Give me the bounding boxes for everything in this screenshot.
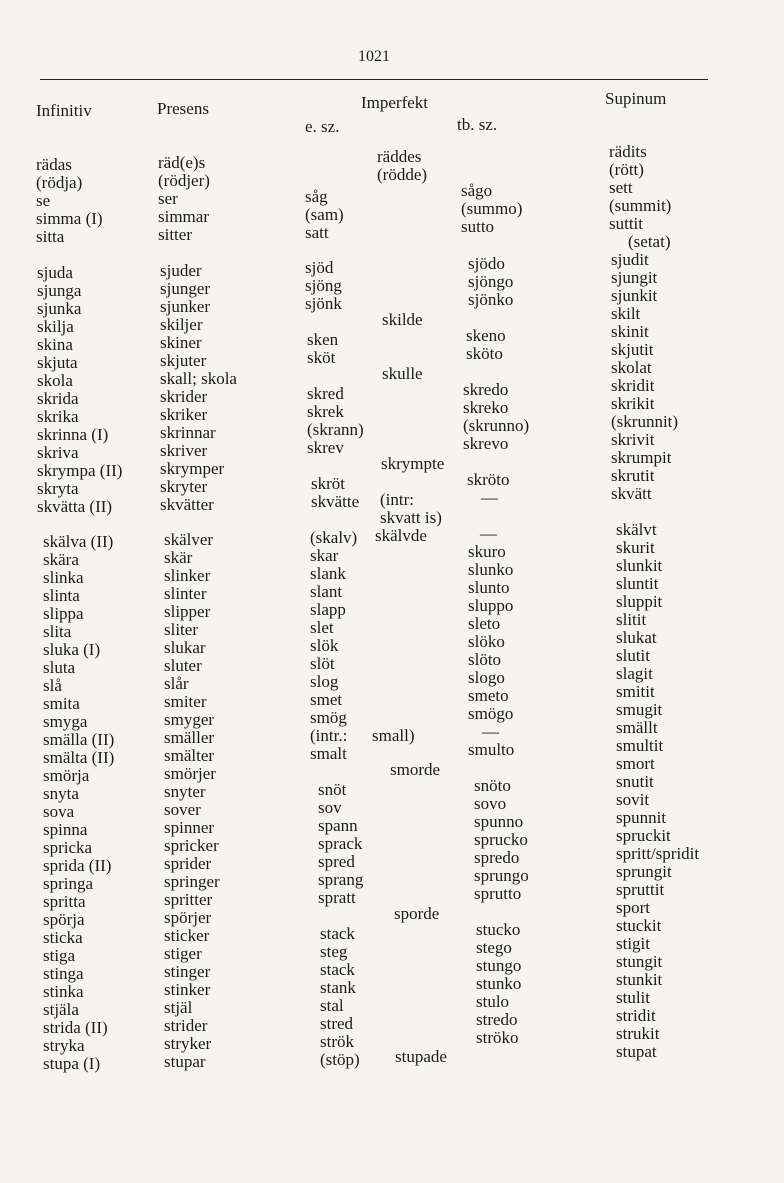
g3-weak-stupade: stupade (395, 1047, 447, 1066)
verb-entry: ser (158, 189, 178, 208)
verb-entry: skilt (611, 304, 641, 323)
g2-weak-skulle: skulle (382, 364, 423, 383)
verb-entry: sticker (164, 926, 210, 945)
verb-entry: skvatt is) (380, 508, 442, 527)
verb-entry: smeto (468, 686, 509, 705)
verb-entry: skredo (463, 380, 509, 399)
g3-weak-skalvde: skälvde (375, 526, 427, 545)
verb-entry: slet (310, 618, 334, 637)
verb-entry: sutto (461, 217, 495, 236)
verb-entry: slunko (468, 560, 514, 579)
verb-entry: (intr: (380, 490, 414, 509)
verb-entry: sjunka (37, 299, 82, 318)
verb-entry: smitit (616, 682, 655, 701)
verb-entry: (skalv) (310, 528, 358, 547)
verb-entry: sluppo (468, 596, 514, 615)
header-tb-sz: tb. sz. (457, 115, 498, 134)
g2-tbsz2-column (466, 327, 506, 363)
verb-entry: (setat) (628, 232, 671, 251)
verb-entry: slunkit (616, 556, 663, 575)
verb-entry: smyger (164, 710, 215, 729)
g2-tbsz4-column (467, 471, 510, 507)
verb-entry: slippa (43, 604, 84, 623)
verb-entry: skrika (37, 407, 79, 426)
verb-entry: skröto (467, 470, 510, 489)
g3-small-note: small) (372, 726, 415, 745)
verb-entry: skjuta (37, 353, 78, 372)
g2-esz3-column (307, 385, 364, 457)
verb-entry: stiger (164, 944, 202, 963)
verb-entry: skar (310, 546, 339, 565)
verb-entry: (skrunno) (463, 416, 530, 435)
verb-entry: skälva (II) (43, 532, 114, 551)
verb-entry: skrider (160, 387, 208, 406)
g3-tbsz2-column (474, 777, 529, 903)
g1-esz-column (305, 188, 344, 242)
verb-entry: smet (310, 690, 343, 709)
verb-entry: slukat (616, 628, 657, 647)
verb-entry: sjöd (305, 258, 334, 277)
verb-entry: skrek (307, 402, 344, 421)
verb-entry: slinker (164, 566, 211, 585)
verb-entry: strök (320, 1032, 354, 1051)
verb-entry: — (480, 524, 497, 543)
verb-entry: snutit (616, 772, 654, 791)
g3-presens-column (164, 531, 220, 1071)
verb-entry: — (482, 722, 499, 741)
verb-entry: skvätter (160, 495, 214, 514)
verb-entry: stjäla (43, 1000, 79, 1019)
verb-entry: stiga (43, 946, 76, 965)
verb-entry: sjönk (305, 294, 342, 313)
verb-entry: sluppit (616, 592, 663, 611)
verb-entry: smälta (II) (43, 748, 115, 767)
verb-entry: (stöp) (320, 1050, 360, 1069)
verb-entry: skjutit (611, 340, 654, 359)
verb-entry: stigit (616, 934, 651, 953)
verb-entry: strukit (616, 1024, 660, 1043)
verb-entry: skola (37, 371, 73, 390)
verb-entry: slitit (616, 610, 647, 629)
verb-entry: stal (320, 996, 344, 1015)
verb-entry: skjuter (160, 351, 207, 370)
verb-entry: smulto (468, 740, 515, 759)
verb-entry: skriver (160, 441, 208, 460)
verb-entry: skrida (37, 389, 79, 408)
verb-entry: sprider (164, 854, 212, 873)
verb-entry: (rödja) (36, 173, 83, 192)
verb-entry: sjunger (160, 279, 211, 298)
verb-entry: skiner (160, 333, 202, 352)
verb-entry: spörja (43, 910, 85, 929)
verb-entry: (skrann) (307, 420, 364, 439)
verb-entry: skina (37, 335, 73, 354)
g1-infinitiv-column (36, 156, 103, 246)
verb-entry: skreko (463, 398, 509, 417)
verb-entry: stred (320, 1014, 354, 1033)
g1-tbsz-column (461, 182, 522, 236)
verb-entry: sticka (43, 928, 83, 947)
verb-entry: stuckit (616, 916, 662, 935)
verb-entry: sjuda (37, 263, 73, 282)
verb-entry: slukar (164, 638, 206, 657)
verb-entry: skälver (164, 530, 214, 549)
verb-entry: skriva (37, 443, 79, 462)
verb-entry: strida (II) (43, 1018, 108, 1037)
verb-entry: spricker (164, 836, 219, 855)
verb-entry: spritter (164, 890, 213, 909)
verb-entry: (rött) (609, 160, 644, 179)
verb-entry: slank (310, 564, 346, 583)
verb-entry: smita (43, 694, 80, 713)
verb-entry: spinna (43, 820, 88, 839)
verb-entry: räddes (377, 147, 422, 166)
verb-entry: sjöng (305, 276, 342, 295)
verb-entry: skrymper (160, 459, 225, 478)
verb-entry: skilja (37, 317, 74, 336)
verb-entry: sliter (164, 620, 198, 639)
g3-weak-smorde: smorde (390, 760, 441, 779)
verb-entry: rädits (609, 142, 647, 161)
verb-entry: spratt (318, 888, 356, 907)
verb-entry: stank (320, 978, 356, 997)
verb-entry: slita (43, 622, 72, 641)
verb-entry: simmar (158, 207, 209, 226)
verb-entry: smällt (616, 718, 658, 737)
g2-infinitiv-column (37, 264, 122, 516)
verb-entry: spred (318, 852, 355, 871)
g2-intr-note (380, 491, 442, 527)
g1-supinum-column (609, 143, 671, 251)
verb-entry: stulit (616, 988, 651, 1007)
verb-entry: sova (43, 802, 75, 821)
verb-entry: sovit (616, 790, 650, 809)
verb-entry: sjödo (468, 254, 505, 273)
verb-entry: skryta (37, 479, 79, 498)
verb-entry: stinka (43, 982, 84, 1001)
verb-entry: stupar (164, 1052, 206, 1071)
verb-entry: skära (43, 550, 79, 569)
verb-entry: stridit (616, 1006, 656, 1025)
verb-entry: stunko (476, 974, 522, 993)
verb-entry: räd(e)s (158, 153, 206, 172)
verb-entry: skriker (160, 405, 208, 424)
verb-entry: smultit (616, 736, 664, 755)
g2-esz2-column (307, 331, 338, 367)
verb-entry: skiljer (160, 315, 203, 334)
verb-entry: skred (307, 384, 344, 403)
verb-entry: sprucko (474, 830, 528, 849)
header-infinitiv: Infinitiv (36, 101, 92, 120)
verb-entry: slogo (468, 668, 505, 687)
g3-tbsz-column (468, 525, 514, 759)
verb-entry: spricka (43, 838, 93, 857)
g2-weak-skilde: skilde (382, 310, 423, 329)
verb-entry: spunnit (616, 808, 667, 827)
verb-entry: sjungit (611, 268, 658, 287)
verb-entry: skrev (307, 438, 344, 457)
verb-entry: sköt (307, 348, 336, 367)
verb-entry: sluka (I) (43, 640, 101, 659)
verb-entry: springa (43, 874, 94, 893)
verb-entry: smyga (43, 712, 88, 731)
verb-entry: (summit) (609, 196, 672, 215)
verb-entry: snöto (474, 776, 511, 795)
verb-entry: skrevo (463, 434, 509, 453)
verb-entry: spruttit (616, 880, 665, 899)
verb-entry: (sam) (305, 205, 344, 224)
page-number: 1021 (358, 48, 390, 65)
verb-entry: spritt/spridit (616, 844, 700, 863)
verb-entry: skvätta (II) (37, 497, 113, 516)
verb-entry: sport (616, 898, 650, 917)
verb-entry: sköto (466, 344, 503, 363)
verb-entry: slöt (310, 654, 335, 673)
verb-entry: steg (320, 942, 348, 961)
verb-entry: sitter (158, 225, 192, 244)
verb-entry: skrivit (611, 430, 655, 449)
verb-entry: slår (164, 674, 189, 693)
verb-entry: stunkit (616, 970, 663, 989)
verb-entry: stinga (43, 964, 84, 983)
verb-entry: sjunker (160, 297, 211, 316)
verb-entry: slå (43, 676, 62, 695)
verb-entry: stego (476, 938, 512, 957)
verb-entry: springer (164, 872, 220, 891)
verb-entry: skolat (611, 358, 652, 377)
verb-entry: smiter (164, 692, 207, 711)
verb-entry: stinger (164, 962, 211, 981)
g2-esz-column (305, 259, 342, 313)
verb-entry: spredo (474, 848, 520, 867)
verb-entry: spunno (474, 812, 524, 831)
g3-esz-column (310, 529, 357, 763)
verb-entry: smögo (468, 704, 514, 723)
verb-entry: strider (164, 1016, 208, 1035)
verb-entry: (rödjer) (158, 171, 210, 190)
verb-entry: (intr.: (310, 726, 348, 745)
verb-entry: — (481, 488, 498, 507)
verb-entry: slutit (616, 646, 651, 665)
verb-entry: rädas (36, 155, 72, 174)
verb-entry: smalt (310, 744, 347, 763)
verb-entry: slinta (43, 586, 80, 605)
verb-entry: sjöngo (468, 272, 514, 291)
verb-entry: slog (310, 672, 339, 691)
header-supinum: Supinum (605, 89, 667, 108)
verb-entry: stucko (476, 920, 521, 939)
verb-entry: smälla (II) (43, 730, 115, 749)
verb-entry: skälvt (616, 520, 657, 539)
verb-entry: satt (305, 223, 329, 242)
g3-supinum-column (616, 521, 699, 1061)
verb-entry: smort (616, 754, 655, 773)
verb-entry: stack (320, 924, 355, 943)
verb-entry: stupat (616, 1042, 657, 1061)
header-rule (40, 79, 708, 80)
verb-entry: simma (I) (36, 209, 103, 228)
verb-entry: skridit (611, 376, 655, 395)
g2-weak-skrympte: skrympte (381, 454, 445, 473)
verb-entry: sprida (II) (43, 856, 112, 875)
verb-entry: skrutit (611, 466, 655, 485)
verb-entry: slunto (468, 578, 510, 597)
verb-entry: snyter (164, 782, 206, 801)
verb-entry: (summo) (461, 199, 523, 218)
header-e-sz: e. sz. (305, 117, 340, 136)
verb-entry: spritta (43, 892, 86, 911)
g2-tbsz3-column (463, 381, 529, 453)
verb-entry: slöto (468, 650, 502, 669)
verb-entry: smugit (616, 700, 663, 719)
verb-entry: skuro (468, 542, 506, 561)
verb-entry: sluta (43, 658, 76, 677)
verb-entry: sett (609, 178, 633, 197)
g3-tbsz3-column (476, 921, 521, 1047)
header-presens: Presens (157, 99, 209, 118)
verb-entry: skrinna (I) (37, 425, 109, 444)
verb-entry: skall; skola (160, 369, 237, 388)
verb-entry: spruckit (616, 826, 671, 845)
verb-entry: sleto (468, 614, 501, 633)
verb-entry: skryter (160, 477, 208, 496)
verb-entry: se (36, 191, 51, 210)
verb-entry: spann (318, 816, 358, 835)
g1-weak-column (377, 148, 427, 184)
g2-tbsz-column (468, 255, 513, 309)
verb-entry: smörjer (164, 764, 216, 783)
verb-entry: sprungit (616, 862, 672, 881)
verb-entry: stryka (43, 1036, 85, 1055)
verb-entry: slöko (468, 632, 505, 651)
header-imperfekt: Imperfekt (361, 93, 429, 112)
verb-entry: sprungo (474, 866, 529, 885)
verb-entry: smäller (164, 728, 215, 747)
verb-entry: stulo (476, 992, 510, 1011)
verb-entry: skurit (616, 538, 655, 557)
verb-entry: skrumpit (611, 448, 672, 467)
verb-entry: skvätt (611, 484, 652, 503)
g2-esz4-column (311, 475, 359, 511)
verb-entry: sjunkit (611, 286, 658, 305)
g3-esz2-column (318, 781, 363, 907)
verb-entry: smälter (164, 746, 215, 765)
verb-entry: (skrunnit) (611, 412, 679, 431)
verb-entry: sov (318, 798, 342, 817)
verb-entry: spinner (164, 818, 215, 837)
verb-entry: slapp (310, 600, 346, 619)
verb-entry: sjönko (468, 290, 514, 309)
g3-infinitiv-column (43, 533, 114, 1073)
verb-entry: spörjer (164, 908, 212, 927)
verb-entry: skär (164, 548, 193, 567)
verb-entry: sprack (318, 834, 363, 853)
verb-entry: stjäl (164, 998, 193, 1017)
verb-entry: sprutto (474, 884, 522, 903)
g2-presens-column (160, 262, 237, 514)
verb-entry: sluter (164, 656, 202, 675)
verb-entry: sjunga (37, 281, 82, 300)
g3-esz3-column (320, 925, 360, 1069)
g1-presens-column (158, 154, 210, 244)
verb-entry: stungo (476, 956, 522, 975)
verb-entry: sjudit (611, 250, 649, 269)
verb-entry: stack (320, 960, 355, 979)
verb-entry: slant (310, 582, 343, 601)
verb-entry: sluntit (616, 574, 659, 593)
verb-entry: stryker (164, 1034, 212, 1053)
verb-entry: stungit (616, 952, 663, 971)
verb-entry: sover (164, 800, 201, 819)
verb-entry: snöt (318, 780, 347, 799)
verb-entry: smörja (43, 766, 90, 785)
verb-entry: suttit (609, 214, 644, 233)
verb-entry: skrinnar (160, 423, 216, 442)
verb-entry: sjuder (160, 261, 202, 280)
verb-entry: sprang (318, 870, 364, 889)
verb-entry: stredo (476, 1010, 518, 1029)
verb-entry: slök (310, 636, 339, 655)
verb-entry: skvätte (311, 492, 360, 511)
verb-entry: sågo (461, 181, 493, 200)
verb-entry: ströko (476, 1028, 519, 1047)
verb-entry: skrympa (II) (37, 461, 123, 480)
verb-entry: stinker (164, 980, 211, 999)
verb-entry: skinit (611, 322, 649, 341)
verb-entry: stupa (I) (43, 1054, 101, 1073)
verb-entry: skrikit (611, 394, 655, 413)
verb-entry: slinka (43, 568, 84, 587)
verb-entry: slipper (164, 602, 211, 621)
verb-entry: sovo (474, 794, 507, 813)
verb-entry: skeno (466, 326, 506, 345)
verb-entry: snyta (43, 784, 79, 803)
verb-entry: sken (307, 330, 339, 349)
verb-entry: (rödde) (377, 165, 428, 184)
g2-supinum-column (611, 251, 678, 503)
verb-entry: slagit (616, 664, 653, 683)
g3-weak-sporde: sporde (394, 904, 440, 923)
verb-entry: skröt (311, 474, 345, 493)
verb-entry: sitta (36, 227, 65, 246)
verb-entry: såg (305, 187, 328, 206)
verb-entry: slinter (164, 584, 207, 603)
verb-entry: smög (310, 708, 347, 727)
